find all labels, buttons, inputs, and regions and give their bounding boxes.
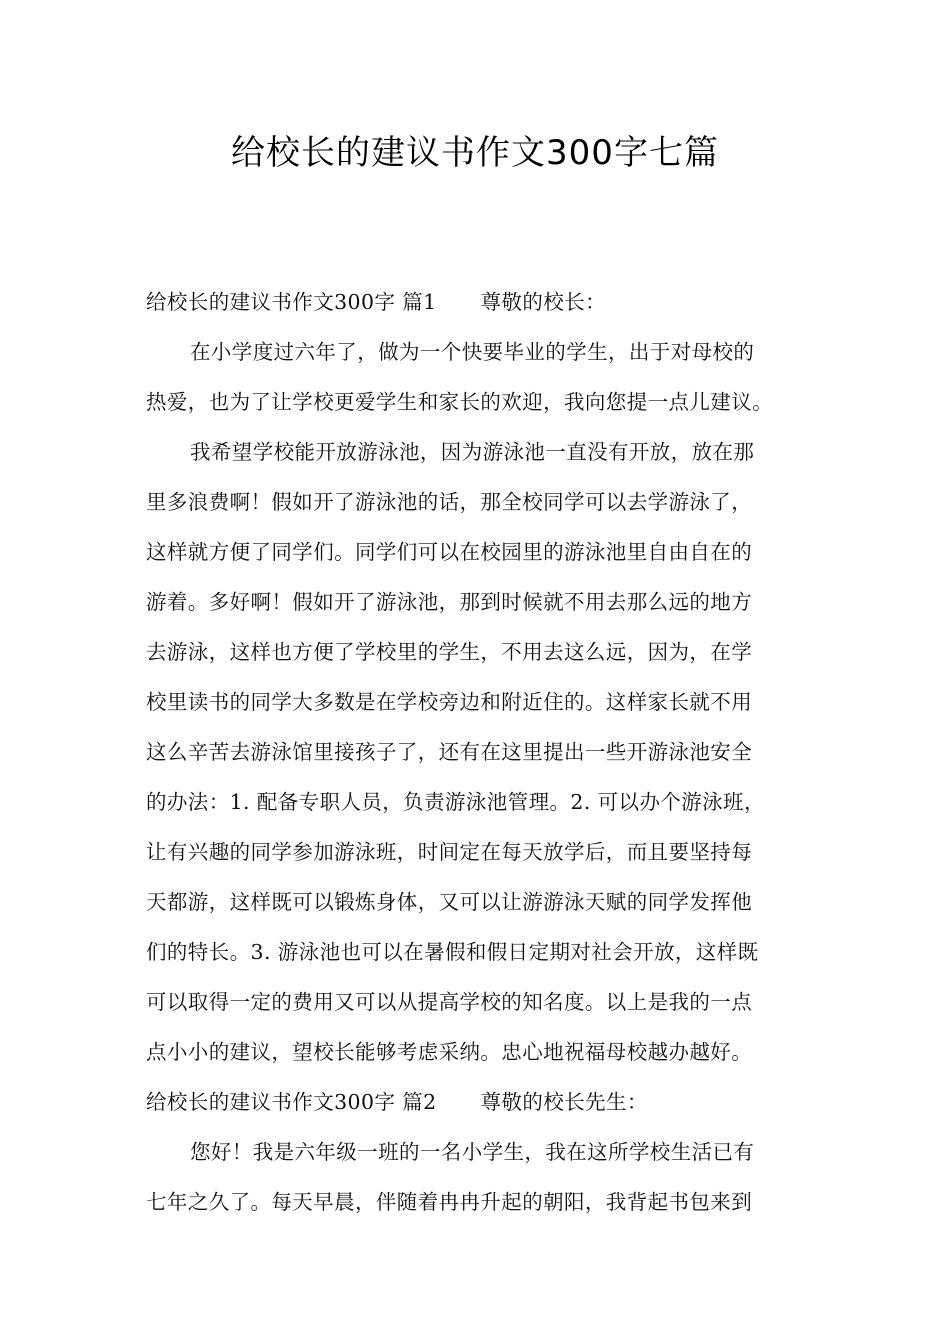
document-title: 给校长的建议书作文300字七篇 (231, 133, 719, 173)
section-1-heading: 给校长的建议书作文300字 篇1 (146, 290, 437, 314)
section-2-salutation: 尊敬的校长先生： (480, 1090, 648, 1114)
paragraph-line: 您好！我是六年级一班的一名小学生，我在这所学校生活已有 (190, 1140, 755, 1164)
paragraph-line: 们的特长。3. 游泳池也可以在暑假和假日定期对社会开放，这样既 (146, 940, 759, 964)
paragraph-line: 游着。多好啊！假如开了游泳池，那到时候就不用去那么远的地方 (146, 590, 753, 614)
paragraph-line: 这么辛苦去游泳馆里接孩子了，还有在这里提出一些开游泳池安全 (146, 740, 753, 764)
paragraph-line: 我希望学校能开放游泳池，因为游泳池一直没有开放，放在那 (190, 440, 755, 464)
document-body (146, 287, 814, 1237)
paragraph-line: 校里读书的同学大多数是在学校旁边和附近住的。这样家长就不用 (146, 690, 753, 714)
paragraph-line: 热爱，也为了让学校更爱学生和家长的欢迎，我向您提一点儿建议。 (146, 390, 773, 414)
paragraph-line: 天都游，这样既可以锻炼身体，又可以让游游泳天赋的同学发挥他 (146, 890, 753, 914)
section-1-heading-line (146, 287, 814, 337)
section-2-heading-line (146, 1087, 814, 1137)
paragraph-line: 去游泳，这样也方便了学校里的学生，不用去这么远，因为，在学 (146, 640, 753, 664)
section-1-salutation: 尊敬的校长： (480, 290, 606, 314)
paragraph-line: 七年之久了。每天早晨，伴随着冉冉升起的朝阳，我背起书包来到 (146, 1190, 753, 1214)
paragraph-line: 这样就方便了同学们。同学们可以在校园里的游泳池里自由自在的 (146, 540, 753, 564)
paragraph-line: 可以取得一定的费用又可以从提高学校的知名度。以上是我的一点 (146, 990, 753, 1014)
paragraph-line: 在小学度过六年了，做为一个快要毕业的学生，出于对母校的 (190, 340, 755, 364)
section-2-heading: 给校长的建议书作文300字 篇2 (146, 1090, 437, 1114)
paragraph-line: 的办法：1. 配备专职人员，负责游泳池管理。2. 可以办个游泳班， (146, 790, 765, 814)
paragraph-line: 让有兴趣的同学参加游泳班，时间定在每天放学后，而且要坚持每 (146, 840, 753, 864)
paragraph-line: 点小小的建议，望校长能够考虑采纳。忠心地祝福母校越办越好。 (146, 1040, 753, 1064)
paragraph-line: 里多浪费啊！假如开了游泳池的话，那全校同学可以去学游泳了， (146, 490, 753, 514)
